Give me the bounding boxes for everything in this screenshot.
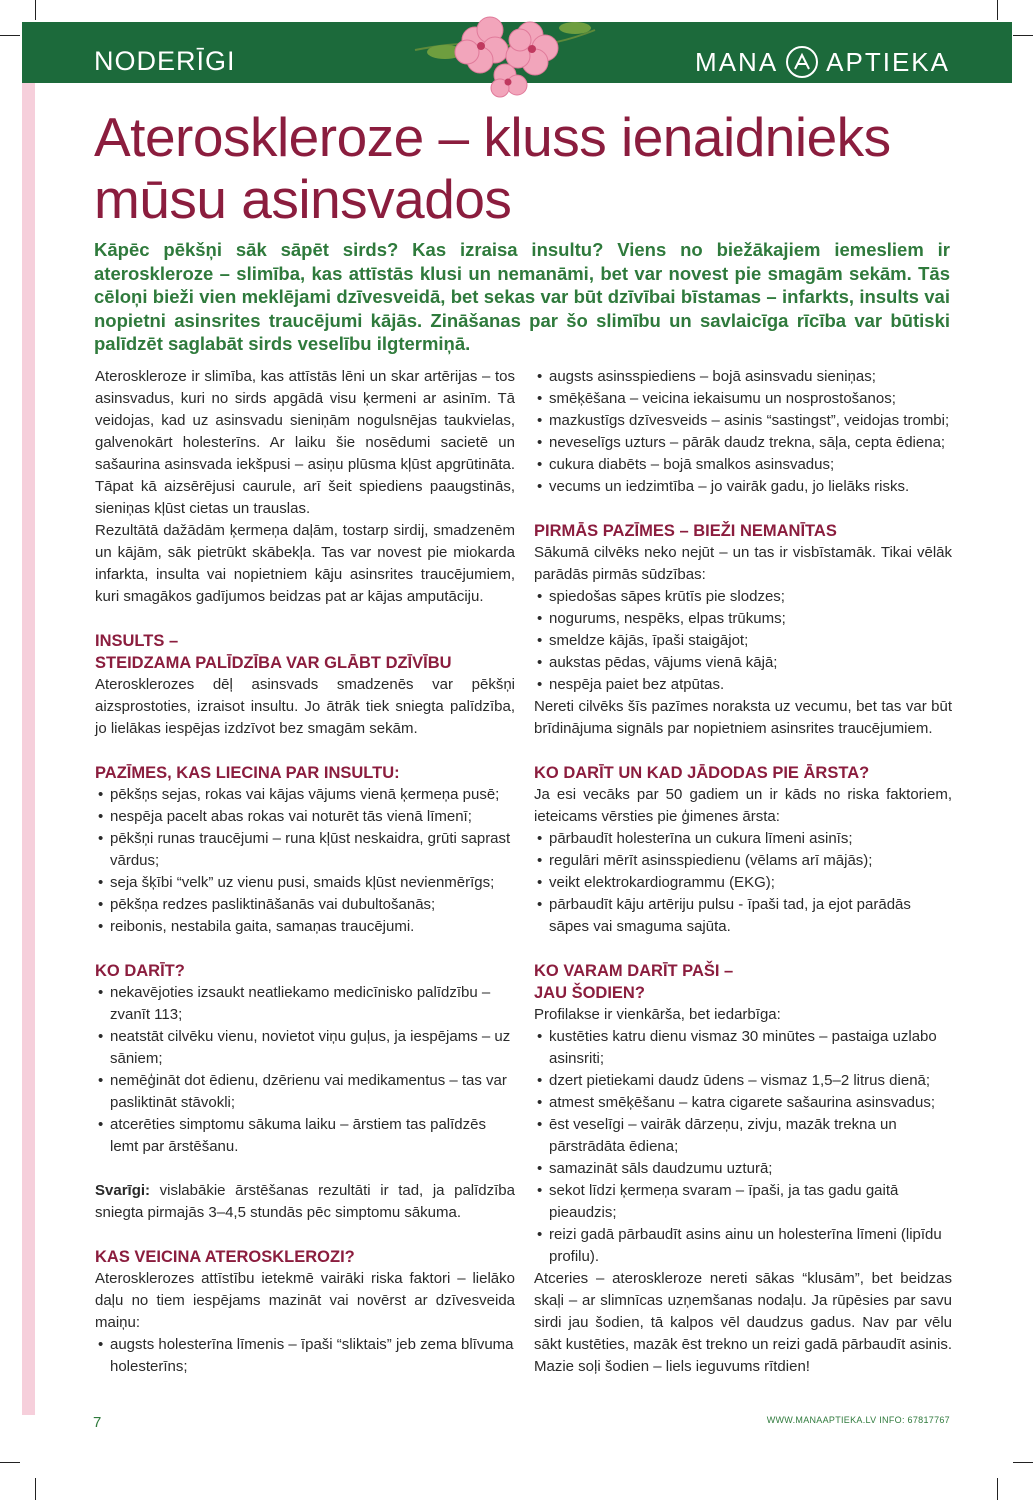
list-item: • neveselīgs uzturs – pārāk daudz trekna, sāļa, cepta ēdiena;	[534, 432, 952, 454]
brand-logo	[695, 46, 950, 78]
list-item: • pēkšņs sejas, rokas vai kājas vājums vienā ķermeņa pusē;	[95, 784, 515, 806]
list-item: • spiedošas sāpes krūtīs pie slodzes;	[534, 586, 952, 608]
left-column	[95, 366, 515, 1378]
list-item: • neatstāt cilvēku vienu, novietot viņu guļus, ja iespējams – uz sāniem;	[95, 1026, 515, 1070]
list-item: • sekot līdzi ķermeņa svaram – īpaši, ja tas gadu gaitā pieaudzis;	[534, 1180, 952, 1224]
list-item: • cukura diabēts – bojā smalkos asinsvadus;	[534, 454, 952, 476]
list-item: • nespēja pacelt abas rokas vai noturēt tās vienā līmenī;	[95, 806, 515, 828]
intro-paragraph: Rezultātā dažādām ķermeņa daļām, tostarp sirdij, smadzenēm un kājām, sāk pietrūkt skābekļa. Tas var novest pie miokarda infarkta, insulta vai nopietniem kāju asinsrites traucējumiem, kuri smagākos gadījumos beidzas pat ar kājas amputāciju.	[95, 522, 515, 605]
causes-list-continued	[534, 366, 952, 498]
self-care-heading-line: JAU ŠODIEN?	[534, 984, 645, 1002]
list-item: • smēķēšana – veicina iekaisumu un nosprostošanos;	[534, 388, 952, 410]
list-item: • nekavējoties izsaukt neatliekamo medicīnisko palīdzību – zvanīt 113;	[95, 982, 515, 1026]
section-label: NODERĪGI	[94, 46, 236, 76]
article-lead: Kāpēc pēkšņi sāk sāpēt sirds? Kas izraisa insultu? Viens no biežākajiem iemesliem ir ateroskleroze – slimība, kas attīstās klusi un nemanāmi, bet var novest pie smagām sekām. Tās cēloņi bieži vien meklējami dzīvesveidā, bet sekas var būt dzīvībai bīstamas – infarkts, insults vai nopietni asinsrites traucējumi kājās. Zināšanas par šo slimību un savlaicīga rīcība var būtiski palīdzēt saglabāt sirds veselību ilgtermiņā.	[94, 239, 950, 354]
causes-paragraph: Aterosklerozes attīstību ietekmē vairāki riska faktori – lielāko daļu no tiem iespējams mazināt vai novērst ar dzīvesveida maiņu:	[95, 1270, 515, 1331]
brand-mark-icon	[786, 46, 818, 78]
self-care-paragraph: Profilakse ir vienkārša, bet iedarbīga:	[534, 1006, 781, 1023]
insult-paragraph: Aterosklerozes dēļ asinsvads smadzenēs var pēkšņi aizsprostoties, izraisot insultu. Jo ātrāk tiek sniegta palīdzība, jo lielākas iespējas izdzīvot bez smagām sekām.	[95, 676, 515, 737]
list-item: • pēkšņi runas traucējumi – runa kļūst neskaidra, grūti saprast vārdus;	[95, 828, 515, 872]
list-item: • vecums un iedzimtība – jo vairāk gadu, jo lielāks risks.	[534, 476, 952, 498]
brand-name-left: MANA	[695, 46, 779, 77]
crop-mark	[1013, 1462, 1033, 1463]
right-column	[534, 366, 952, 1378]
todo-heading: KO DARĪT?	[95, 962, 185, 980]
side-strip	[22, 83, 35, 1415]
brand-name-right: APTIEKA	[826, 46, 950, 77]
list-item: • ēst veselīgi – vairāk dārzeņu, zivju, mazāk trekna un pārstrādāta ēdiena;	[534, 1114, 952, 1158]
important-text: vislabākie ārstēšanas rezultāti ir tad, ja palīdzība sniegta pirmajās 3–4,5 stundās pēc simptomu sākuma.	[95, 1182, 515, 1221]
list-item: • regulāri mērīt asinsspiedienu (vēlams arī mājās);	[534, 850, 952, 872]
doctor-paragraph: Ja esi vecāks par 50 gadiem un ir kāds no riska faktoriem, ieteicams vērsties pie ģimenes ārsta:	[534, 786, 952, 825]
list-item: • nespēja paiet bez atpūtas.	[534, 674, 952, 696]
list-item: • augsts holesterīna līmenis – īpaši “sliktais” jeb zema blīvuma holesterīns;	[95, 1334, 515, 1378]
list-item: • pārbaudīt kāju artēriju pulsu - īpaši tad, ja ejot parādās sāpes vai smaguma sajūta.	[534, 894, 952, 938]
insult-heading-line: INSULTS –	[95, 632, 179, 650]
list-item: • reibonis, nestabila gaita, samaņas traucējumi.	[95, 916, 515, 938]
list-item: • dzert pietiekami daudz ūdens – vismaz 1,5–2 litrus dienā;	[534, 1070, 952, 1092]
crop-mark	[1013, 35, 1033, 36]
important-note	[95, 1180, 515, 1224]
closing-paragraph: Atceries – ateroskleroze nereti sākas “klusām”, bet beidzas skaļi – ar slimnīcas uzņemšanas nodaļu. Ja rūpēsies par savu sirdi jau šodien, tā kalpos vēl daudzus gadus. Nav par vēlu sākt kustēties, mazāk ēst trekno un reizi gadā pārbaudīt asinis. Mazie soļi šodien – liels ieguvums rītdien!	[534, 1270, 952, 1375]
self-care-heading	[534, 960, 952, 1004]
crop-mark	[997, 1478, 998, 1500]
list-item: • pārbaudīt holesterīna un cukura līmeni asinīs;	[534, 828, 952, 850]
doctor-list	[534, 828, 952, 938]
list-item: • pēkšņa redzes pasliktināšanās vai dubultošanās;	[95, 894, 515, 916]
list-item: • seja šķībi “velk” uz vienu pusi, smaids kļūst nevienmērīgs;	[95, 872, 515, 894]
self-care-list	[534, 1026, 952, 1268]
causes-list	[95, 1334, 515, 1378]
crop-mark	[0, 35, 20, 36]
insult-heading-line: STEIDZAMA PALĪDZĪBA VAR GLĀBT DZĪVĪBU	[95, 654, 452, 672]
first-signs-list	[534, 586, 952, 696]
list-item: • nemēģināt dot ēdienu, dzērienu vai medikamentus – tas var pasliktināt stāvokli;	[95, 1070, 515, 1114]
causes-heading: KAS VEICINA ATEROSKLEROZI?	[95, 1248, 355, 1266]
list-item: • veikt elektrokardiogrammu (EKG);	[534, 872, 952, 894]
crop-mark	[997, 0, 998, 20]
todo-list	[95, 982, 515, 1158]
list-item: • mazkustīgs dzīvesveids – asinis “sastingst”, veidojas trombi;	[534, 410, 952, 432]
list-item: • samazināt sāls daudzumu uzturā;	[534, 1158, 952, 1180]
list-item: • reizi gadā pārbaudīt asins ainu un holesterīna līmeni (lipīdu profilu).	[534, 1224, 952, 1268]
article-title: Ateroskleroze – kluss ienaidnieks mūsu asinsvados	[94, 106, 891, 230]
list-item: • smeldze kājās, īpaši staigājot;	[534, 630, 952, 652]
list-item: • augsts asinsspiediens – bojā asinsvadu sieniņas;	[534, 366, 952, 388]
first-signs-note: Nereti cilvēks šīs pazīmes noraksta uz vecumu, bet tas var būt brīdinājuma signāls par nopietniem asinsrites traucējumiem.	[534, 698, 952, 737]
first-signs-heading: PIRMĀS PAZĪMES – BIEŽI NEMANĪTAS	[534, 522, 837, 540]
intro-paragraph: Ateroskleroze ir slimība, kas attīstās lēni un skar artērijas – tos asinsvadus, kuri no sirds apgādā visu ķermeni ar asinīm. Tā veidojas, kad uz asinsvadu sieniņām nogulsnējas taukvielas, galvenokārt holesterīns. Ar laiku šie nosēdumi sacietē un sašaurina asinsvada iekšpusi – asiņu plūsma kļūst apgrūtināta. Tāpat kā aizsērējusi caurule, arī šeit spiediens paaugstinās, sieniņas kļūst cietas un trauslas.	[95, 368, 515, 517]
list-item: • atcerēties simptomu sākuma laiku – ārstiem tas palīdzēs lemt par ārstēšanu.	[95, 1114, 515, 1158]
list-item: • atmest smēķēšanu – katra cigarete sašaurina asinsvadus;	[534, 1092, 952, 1114]
important-label: Svarīgi:	[95, 1182, 151, 1199]
self-care-heading-line: KO VARAM DARĪT PAŠI –	[534, 962, 734, 980]
signs-heading: PAZĪMES, KAS LIECINA PAR INSULTU:	[95, 764, 400, 782]
crop-mark	[0, 1462, 20, 1463]
doctor-heading: KO DARĪT UN KAD JĀDODAS PIE ĀRSTA?	[534, 764, 870, 782]
list-item: • kustēties katru dienu vismaz 30 minūtes – pastaiga uzlabo asinsriti;	[534, 1026, 952, 1070]
crop-mark	[35, 0, 36, 20]
page-number: 7	[93, 1414, 102, 1431]
crop-mark	[35, 1478, 36, 1500]
list-item: • aukstas pēdas, vājums vienā kājā;	[534, 652, 952, 674]
footer-contact: WWW.MANAAPTIEKA.LV INFO: 67817767	[766, 1415, 950, 1425]
list-item: • nogurums, nespēks, elpas trūkums;	[534, 608, 952, 630]
insult-heading	[95, 630, 515, 674]
first-signs-paragraph: Sākumā cilvēks neko nejūt – un tas ir visbīstamāk. Tikai vēlāk parādās pirmās sūdzības:	[534, 544, 952, 583]
blossom-decoration-icon	[405, 0, 605, 100]
signs-list	[95, 784, 515, 938]
